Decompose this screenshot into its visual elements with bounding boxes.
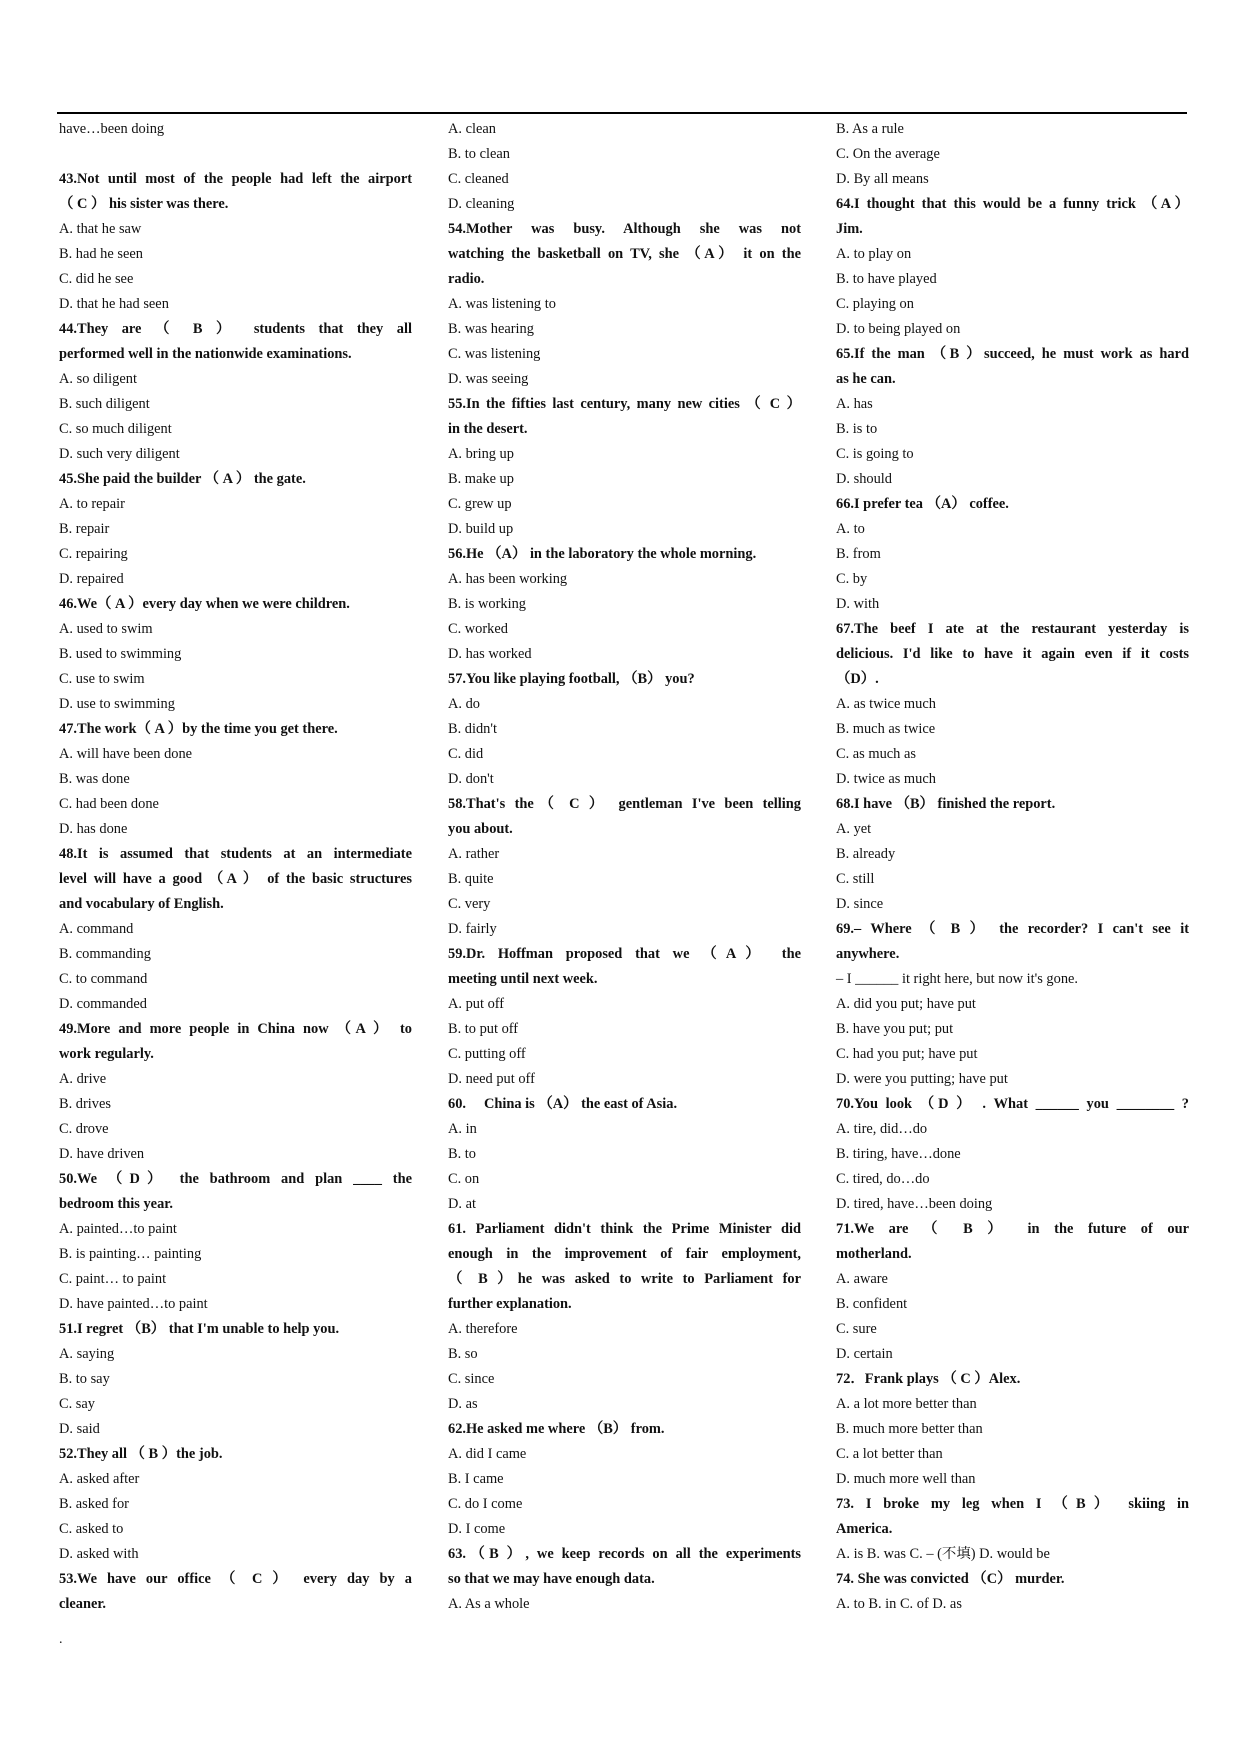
option-line: B. asked for — [59, 1496, 129, 1512]
option-line: B. I came — [448, 1471, 504, 1487]
option-line: B. from — [836, 546, 881, 562]
option-line: C. very — [448, 896, 491, 912]
option-line: A. to repair — [59, 496, 125, 512]
question-line: 49.More and more people in China now （A ） to — [59, 1021, 412, 1037]
option-line: D. since — [836, 896, 884, 912]
option-line: A. in — [448, 1121, 477, 1137]
option-line: C. had you put; have put — [836, 1046, 978, 1062]
option-line: B. is painting… painting — [59, 1246, 202, 1262]
option-line: B. make up — [448, 471, 514, 487]
option-line: D. have driven — [59, 1146, 145, 1162]
option-line: D. as — [448, 1396, 478, 1412]
option-line: have…been doing — [59, 121, 165, 137]
question-line: （ C ） his sister was there. — [59, 196, 229, 212]
question-line: as he can. — [836, 371, 896, 387]
question-line: performed well in the nationwide examinations. — [59, 346, 352, 362]
option-line: C. sure — [836, 1321, 877, 1337]
option-line: C. so much diligent — [59, 421, 172, 437]
option-line: A. asked after — [59, 1471, 140, 1487]
option-line: C. to command — [59, 971, 148, 987]
option-line: A. is B. was C. – (不填) D. would be — [836, 1546, 1050, 1562]
option-line: A. as twice much — [836, 696, 936, 712]
option-line: D. has done — [59, 821, 128, 837]
question-line: further explanation. — [448, 1296, 572, 1312]
option-line: A. therefore — [448, 1321, 518, 1337]
question-line: level will have a good （A ） of the basic structures — [59, 871, 412, 887]
question-line: 70.You look （D ） . What ______ you ________ ? — [836, 1096, 1189, 1112]
question-line: 51.I regret （B） that I'm unable to help you. — [59, 1321, 340, 1337]
option-line: A. did I came — [448, 1446, 527, 1462]
question-line: 72．Frank plays （ C ）Alex. — [836, 1371, 1021, 1387]
question-line: 61. Parliament didn't think the Prime Minister did — [448, 1221, 801, 1237]
option-line: C. was listening — [448, 346, 541, 362]
option-line: A. has been working — [448, 571, 568, 587]
option-line: C. still — [836, 871, 875, 887]
question-line: 73. I broke my leg when I （B） skiing in — [836, 1496, 1189, 1512]
option-line: B. to have played — [836, 271, 937, 287]
question-line: 54.Mother was busy. Although she was not — [448, 221, 801, 237]
option-line: C. did — [448, 746, 484, 762]
question-line: in the desert. — [448, 421, 528, 437]
question-line: 44.They are （ B ） students that they all — [59, 321, 412, 337]
option-line: A. has — [836, 396, 873, 412]
option-line: C. do I come — [448, 1496, 523, 1512]
option-line: A. painted…to paint — [59, 1221, 177, 1237]
option-line: A. tire, did…do — [836, 1121, 928, 1137]
question-line: 60. China is （A） the east of Asia. — [448, 1096, 678, 1112]
option-line: C. had been done — [59, 796, 159, 812]
option-line: B. confident — [836, 1296, 908, 1312]
question-line: 66.I prefer tea （A） coffee. — [836, 496, 1009, 512]
option-line: A. saying — [59, 1346, 115, 1362]
option-line: B. already — [836, 846, 896, 862]
question-line: motherland. — [836, 1246, 912, 1262]
option-line: D. cleaning — [448, 196, 515, 212]
option-line: D. need put off — [448, 1071, 535, 1087]
option-line: C. cleaned — [448, 171, 509, 187]
option-line: C. say — [59, 1396, 95, 1412]
option-line: B. to put off — [448, 1021, 519, 1037]
question-line: delicious. I'd like to have it again even if it costs — [836, 646, 1189, 662]
option-line: A. that he saw — [59, 221, 142, 237]
option-line: A. put off — [448, 996, 505, 1012]
option-line: D. were you putting; have put — [836, 1071, 1008, 1087]
column-1 — [59, 117, 412, 1617]
option-line: D. certain — [836, 1346, 893, 1362]
question-line: and vocabulary of English. — [59, 896, 224, 912]
option-line: B. to say — [59, 1371, 110, 1387]
blank-line — [59, 142, 412, 167]
question-line: 71.We are （ B ） in the future of our — [836, 1221, 1189, 1237]
question-line: watching the basketball on TV, she （A） it on the — [448, 246, 801, 262]
option-line: D. asked with — [59, 1546, 139, 1562]
option-line: C. asked to — [59, 1521, 124, 1537]
option-line: C. by — [836, 571, 868, 587]
option-line: B. to — [448, 1146, 476, 1162]
option-line: B. have you put; put — [836, 1021, 954, 1037]
option-line: A. do — [448, 696, 480, 712]
column-2 — [448, 117, 801, 1617]
option-line: A. rather — [448, 846, 500, 862]
option-line: C. on — [448, 1171, 480, 1187]
option-line: D. fairly — [448, 921, 497, 937]
option-line: D. that he had seen — [59, 296, 169, 312]
option-line: D. build up — [448, 521, 514, 537]
option-line: D. with — [836, 596, 880, 612]
option-line: B. tiring, have…done — [836, 1146, 961, 1162]
question-line: 55.In the fifties last century, many new cities （ C ） — [448, 396, 801, 412]
question-line: 65.If the man （B ）succeed, he must work as hard — [836, 346, 1189, 362]
option-line: D. at — [448, 1196, 476, 1212]
option-line: A. was listening to — [448, 296, 556, 312]
question-line: （ B ）he was asked to write to Parliament for — [448, 1271, 801, 1287]
option-line: C. use to swim — [59, 671, 145, 687]
option-line: B. As a rule — [836, 121, 904, 137]
option-line: B. much as twice — [836, 721, 936, 737]
option-line: C. repairing — [59, 546, 128, 562]
question-line: 53.We have our office （ C ） every day by a — [59, 1571, 412, 1587]
option-line: D. use to swimming — [59, 696, 175, 712]
question-line: cleaner. — [59, 1596, 107, 1612]
option-line: A. yet — [836, 821, 872, 837]
option-line: – I ______ it right here, but now it's gone. — [836, 971, 1079, 987]
option-line: C. since — [448, 1371, 495, 1387]
option-line: C. is going to — [836, 446, 914, 462]
option-line: D. By all means — [836, 171, 929, 187]
question-line: radio. — [448, 271, 485, 287]
question-line: so that we may have enough data. — [448, 1571, 655, 1587]
question-line: 63.（B ）, we keep records on all the experiments — [448, 1546, 801, 1562]
option-line: C. as much as — [836, 746, 916, 762]
option-line: C. On the average — [836, 146, 940, 162]
option-line: A. bring up — [448, 446, 514, 462]
question-line: 45.She paid the builder （ A ） the gate. — [59, 471, 306, 487]
question-line: （D）. — [836, 671, 879, 687]
option-line: C. worked — [448, 621, 508, 637]
question-line: 58.That's the（ C ） gentleman I've been telling — [448, 796, 801, 812]
question-line: 68.I have （B） finished the report. — [836, 796, 1056, 812]
question-line: enough in the improvement of fair employment, — [448, 1246, 801, 1262]
option-line: D. twice as much — [836, 771, 936, 787]
question-line: 74. She was convicted （C） murder. — [836, 1571, 1065, 1587]
option-line: A. drive — [59, 1071, 107, 1087]
option-line: D. repaired — [59, 571, 124, 587]
option-line: A. to B. in C. of D. as — [836, 1596, 962, 1612]
question-line: 48.It is assumed that students at an intermediate — [59, 846, 412, 862]
option-line: B. was hearing — [448, 321, 534, 337]
option-line: C. did he see — [59, 271, 134, 287]
option-line: D. have painted…to paint — [59, 1296, 208, 1312]
option-line: A. used to swim — [59, 621, 153, 637]
option-line: B. is working — [448, 596, 526, 612]
option-line: C. playing on — [836, 296, 914, 312]
option-line: D. was seeing — [448, 371, 529, 387]
option-line: D. to being played on — [836, 321, 961, 337]
question-line: 59.Dr. Hoffman proposed that we （A） the — [448, 946, 801, 962]
question-line: America. — [836, 1521, 893, 1537]
option-line: D. such very diligent — [59, 446, 180, 462]
option-line: B. such diligent — [59, 396, 150, 412]
option-line: C. drove — [59, 1121, 109, 1137]
option-line: B. drives — [59, 1096, 111, 1112]
option-line: D. has worked — [448, 646, 532, 662]
option-line: C. putting off — [448, 1046, 526, 1062]
option-line: B. to clean — [448, 146, 510, 162]
option-line: B. so — [448, 1346, 478, 1362]
option-line: B. is to — [836, 421, 878, 437]
option-line: D. much more well than — [836, 1471, 976, 1487]
option-line: A. a lot more better than — [836, 1396, 977, 1412]
option-line: C. tired, do…do — [836, 1171, 930, 1187]
question-line: anywhere. — [836, 946, 900, 962]
question-line: 62.He asked me where （B） from. — [448, 1421, 665, 1437]
option-line: B. commanding — [59, 946, 151, 962]
question-line: 57.You like playing football, （B） you? — [448, 671, 695, 687]
question-line: 47.The work（ A ）by the time you get there. — [59, 721, 338, 737]
option-line: B. used to swimming — [59, 646, 182, 662]
question-line: 46.We（ A ）every day when we were children. — [59, 596, 350, 612]
option-line: B. quite — [448, 871, 494, 887]
question-line: bedroom this year. — [59, 1196, 173, 1212]
option-line: C. grew up — [448, 496, 512, 512]
option-line: D. should — [836, 471, 892, 487]
question-line: 43.Not until most of the people had left the airport — [59, 171, 412, 187]
question-line: meeting until next week. — [448, 971, 598, 987]
option-line: A. to — [836, 521, 865, 537]
question-line: 64.I thought that this would be a funny trick （A） — [836, 196, 1189, 212]
question-line: 52.They all （ B ）the job. — [59, 1446, 223, 1462]
option-line: A. clean — [448, 121, 496, 137]
option-line: A. will have been done — [59, 746, 193, 762]
question-line: 56.He （A） in the laboratory the whole morning. — [448, 546, 757, 562]
option-line: B. much more better than — [836, 1421, 983, 1437]
header-rule — [57, 112, 1187, 114]
option-line: C. paint… to paint — [59, 1271, 167, 1287]
option-line: A. command — [59, 921, 134, 937]
option-line: D. I come — [448, 1521, 506, 1537]
option-line: D. don't — [448, 771, 494, 787]
question-line: 67.The beef I ate at the restaurant yesterday is — [836, 621, 1189, 637]
option-line: A. aware — [836, 1271, 888, 1287]
option-line: D. commanded — [59, 996, 147, 1012]
footer-mark: . — [59, 1632, 63, 1647]
option-line: A. As a whole — [448, 1596, 530, 1612]
question-line: work regularly. — [59, 1046, 154, 1062]
option-line: A. to play on — [836, 246, 912, 262]
option-line: D. tired, have…been doing — [836, 1196, 993, 1212]
option-line: C. a lot better than — [836, 1446, 943, 1462]
question-line: Jim. — [836, 221, 863, 237]
question-line: 50.We （D） the bathroom and plan ____ the — [59, 1171, 412, 1187]
option-line: A. so diligent — [59, 371, 137, 387]
option-line: B. didn't — [448, 721, 497, 737]
option-line: B. repair — [59, 521, 110, 537]
option-line: B. had he seen — [59, 246, 143, 262]
option-line: D. said — [59, 1421, 100, 1437]
question-line: you about. — [448, 821, 513, 837]
question-line: 69.– Where （ B ） the recorder? I can't see it — [836, 921, 1189, 937]
option-line: A. did you put; have put — [836, 996, 976, 1012]
option-line: B. was done — [59, 771, 130, 787]
column-3 — [836, 117, 1189, 1617]
